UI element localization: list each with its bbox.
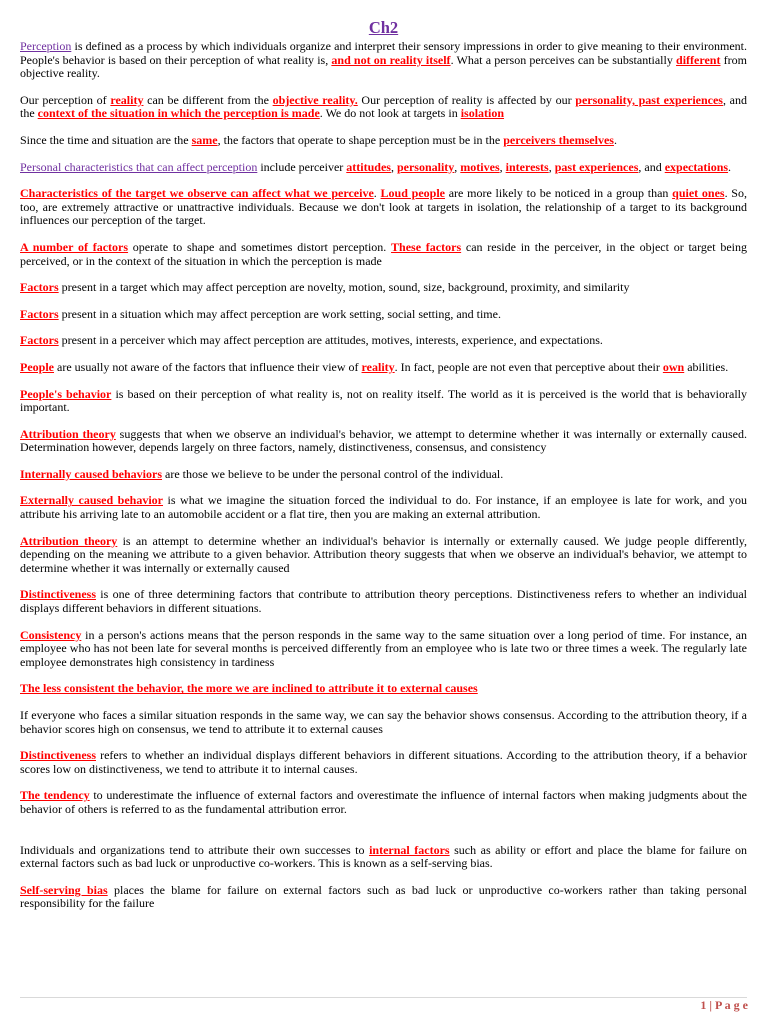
paragraph bbox=[20, 134, 747, 148]
highlighted-term: context of the situation in which the perception is made bbox=[37, 106, 320, 121]
highlighted-term: attitudes bbox=[346, 159, 391, 174]
paragraph bbox=[20, 94, 747, 121]
paragraph bbox=[20, 388, 747, 415]
highlighted-term: reality bbox=[361, 359, 395, 374]
highlighted-term: Attribution theory bbox=[20, 426, 116, 441]
text-run: from objective reality. bbox=[20, 52, 747, 81]
highlighted-term: internal factors bbox=[369, 842, 450, 857]
text-run: is one of three determining factors that contribute to attribution theory perceptions. Distinctiveness refers to whether an individual displays different behaviors in different situations. bbox=[20, 587, 747, 616]
text-run: present in a situation which may affect perception are work setting, social setting, and time. bbox=[58, 306, 501, 321]
highlighted-term: reality bbox=[110, 92, 144, 107]
highlighted-term: same bbox=[191, 132, 218, 147]
text-run: are more likely to be noticed in a group than bbox=[444, 186, 673, 201]
highlighted-term: Factors bbox=[20, 280, 59, 295]
highlighted-term: Self-serving bias bbox=[20, 882, 108, 897]
text-run: include perceiver bbox=[257, 159, 347, 174]
paragraph bbox=[20, 161, 747, 175]
text-run: can reside in the perceiver, in the object or target being perceived, or in the context of the situation in which the perception is made bbox=[20, 239, 747, 268]
highlighted-term: Externally caused behavior bbox=[20, 493, 164, 508]
highlighted-term: Factors bbox=[20, 306, 59, 321]
highlighted-term: interests bbox=[505, 159, 549, 174]
text-run: suggests that when we observe an individual's behavior, we attempt to determine whether it was internally or externally caused. Determination however, depends largely on three factors, namely, distinctiveness, consensus, and consistency bbox=[20, 426, 747, 455]
paragraph bbox=[20, 709, 747, 736]
text-run: are usually not aware of the factors that influence their view of bbox=[54, 359, 362, 374]
highlighted-term: Factors bbox=[20, 333, 59, 348]
text-run: , and the bbox=[20, 92, 747, 121]
paragraph bbox=[20, 844, 747, 871]
highlighted-term: These factors bbox=[391, 239, 462, 254]
text-run: Individuals and organizations tend to attribute their own successes to bbox=[20, 842, 370, 857]
text-run: . bbox=[373, 186, 381, 201]
purple-term: Perception bbox=[20, 39, 72, 53]
text-run: , bbox=[390, 159, 397, 174]
paragraph bbox=[20, 361, 747, 375]
text-run: , and bbox=[638, 159, 665, 174]
paragraph bbox=[20, 334, 747, 348]
text-run: Our perception of reality is affected by our bbox=[357, 92, 576, 107]
highlighted-term: The less consistent the behavior, the more we are inclined to attribute it to external causes bbox=[20, 681, 478, 696]
text-run: abilities. bbox=[684, 359, 729, 374]
text-run: , bbox=[548, 159, 555, 174]
highlighted-term: isolation bbox=[460, 106, 505, 121]
paragraph bbox=[20, 884, 747, 911]
highlighted-term: past experiences bbox=[554, 159, 639, 174]
text-run: . bbox=[613, 132, 617, 147]
highlighted-term: objective reality. bbox=[272, 92, 358, 107]
paragraph bbox=[20, 40, 747, 81]
paragraph bbox=[20, 308, 747, 322]
text-run: to underestimate the influence of external factors and overestimate the influence of internal factors when making judgments about the behavior of others is referred to as the fundamental attribution error. bbox=[20, 788, 748, 816]
text-run: present in a target which may affect perception are novelty, motion, sound, size, background, proximity, and similarity bbox=[58, 280, 630, 295]
text-run: are those we believe to be under the personal control of the individual. bbox=[162, 466, 504, 481]
paragraph bbox=[20, 535, 747, 576]
paragraph bbox=[20, 588, 747, 615]
text-run: . bbox=[728, 159, 732, 174]
highlighted-term: Loud people bbox=[380, 186, 445, 201]
document-page bbox=[20, 18, 747, 924]
highlighted-term: motives bbox=[460, 159, 500, 174]
paragraph bbox=[20, 428, 747, 455]
text-run: . In fact, people are not even that perceptive about their bbox=[394, 359, 663, 374]
text-run: is what we imagine the situation forced the individual to do. For instance, if an employee is late for work, and you attribute his arriving late to an automobile accident or a flat tire, then you are making an external attribution. bbox=[20, 493, 747, 522]
text-run: . What a person perceives can be substantially bbox=[450, 52, 677, 67]
highlighted-term: Characteristics of the target we observe can affect what we perceive bbox=[20, 186, 374, 201]
paragraph bbox=[20, 187, 747, 228]
purple-term: Personal characteristics that can affect perception bbox=[20, 159, 258, 174]
paragraph bbox=[20, 468, 747, 482]
paragraph bbox=[20, 629, 747, 670]
highlighted-term: different bbox=[676, 52, 721, 67]
highlighted-term: Attribution theory bbox=[20, 533, 118, 548]
text-run: . So, too, are extremely attractive or unattractive individuals. Because we don't look at targets in isolation, the relationship of a target to its background influences our perception of the target. bbox=[20, 186, 747, 228]
highlighted-term: personality bbox=[396, 159, 455, 174]
text-run: is defined as a process by which individuals organize and interpret their sensory impressions in order to give meaning to their environment. People's behavior is based on their perception of what reality is, bbox=[20, 39, 747, 67]
text-run: such as ability or effort and place the blame for failure on external factors such as bad luck or unproductive co-workers. This is known as a self-serving bias. bbox=[20, 842, 747, 871]
text-run: refers to whether an individual displays different behaviors in different situations. According to the attribution theory, if a behavior scores low on distinctiveness, we tend to attribute it to internal causes. bbox=[20, 748, 747, 776]
highlighted-term: A number of factors bbox=[20, 239, 129, 254]
text-run: Since the time and situation are the bbox=[20, 132, 192, 147]
text-run: , bbox=[454, 159, 461, 174]
highlighted-term: expectations bbox=[664, 159, 729, 174]
paragraph bbox=[20, 281, 747, 295]
highlighted-term: Consistency bbox=[20, 627, 82, 642]
footer-page-label: P a g e bbox=[715, 998, 748, 1012]
text-run: in a person's actions means that the person responds in the same way to the same situation over a long period of time. For instance, an employee who has not been late for several months is perceived differently from an employee who is late two or three times a week. The regularly late employee demonstrates high consistency in tardiness bbox=[20, 627, 747, 669]
highlighted-term: perceivers themselves bbox=[503, 132, 614, 147]
page-number: 1 bbox=[700, 998, 707, 1012]
text-run: is based on their perception of what reality is, not on reality itself. The world as it is perceived is the world that is behaviorally important. bbox=[20, 386, 747, 415]
text-run: is an attempt to determine whether an individual's behavior is internally or externally caused. We judge people differently, depending on the meaning we attribute to a given behavior. Attribution theory suggests that when we observe an individual's behavior, we attempt to determine whether it was internally or externally caused bbox=[20, 533, 747, 575]
highlighted-term: Distinctiveness bbox=[20, 748, 96, 763]
text-run: present in a perceiver which may affect perception are attitudes, motives, interests, experience, and expectations. bbox=[58, 333, 603, 348]
highlighted-term: own bbox=[662, 359, 685, 374]
text-run: can be different from the bbox=[143, 92, 273, 107]
highlighted-term: The tendency bbox=[20, 788, 90, 803]
text-run: , the factors that operate to shape perception must be in the bbox=[217, 132, 504, 147]
text-run: Our perception of bbox=[20, 92, 111, 107]
highlighted-term: and not on reality itself bbox=[331, 52, 451, 67]
footer-separator: | bbox=[706, 998, 715, 1012]
page-footer bbox=[700, 998, 748, 1013]
highlighted-term: personality, past experiences bbox=[575, 92, 723, 107]
text-run: , bbox=[499, 159, 506, 174]
highlighted-term: quiet ones bbox=[672, 186, 725, 201]
highlighted-term: Internally caused behaviors bbox=[20, 466, 163, 481]
paragraph bbox=[20, 749, 747, 776]
paragraph bbox=[20, 789, 747, 816]
paragraph bbox=[20, 682, 747, 696]
text-run: . We do not look at targets in bbox=[319, 106, 461, 121]
page-title: Ch2 bbox=[368, 18, 399, 37]
text-run: operate to shape and sometimes distort perception. bbox=[128, 239, 392, 254]
paragraph bbox=[20, 241, 747, 268]
footer-divider bbox=[20, 997, 747, 998]
document-body bbox=[20, 40, 747, 911]
highlighted-term: Distinctiveness bbox=[20, 587, 96, 602]
text-run: If everyone who faces a similar situation responds in the same way, we can say the behavior shows consensus. According to the attribution theory, if a behavior scores high on consensus, we tend to attribute it to external causes bbox=[20, 708, 747, 736]
highlighted-term: People bbox=[20, 359, 54, 374]
text-run: places the blame for failure on external factors such as bad luck or unproductive co-workers rather than taking personal responsibility for the failure bbox=[20, 882, 747, 911]
paragraph bbox=[20, 494, 747, 521]
highlighted-term: People's behavior bbox=[20, 386, 112, 401]
